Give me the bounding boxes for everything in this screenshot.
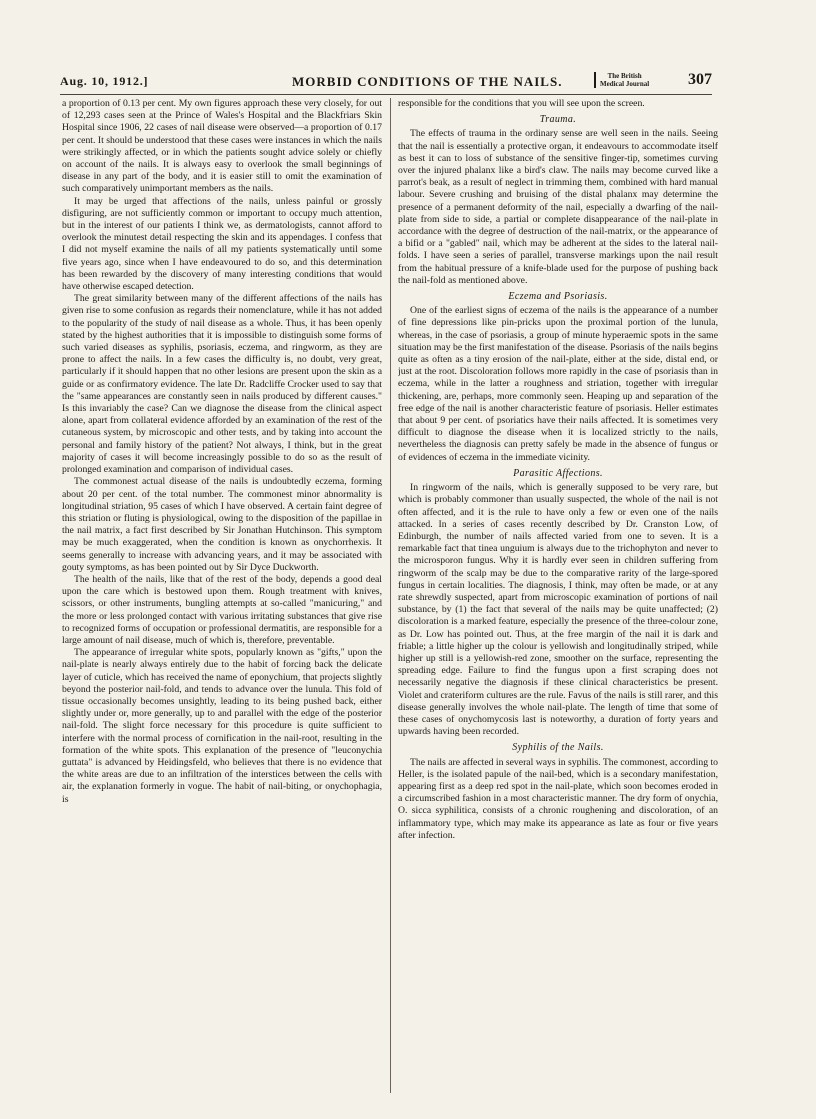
left-column <box>62 98 382 1088</box>
paragraph: The nails are affected in several ways in syphilis. The commonest, according to Heller, is the isolated papule of the nail-bed, which is a secondary manifestation, appearing first as a deep red spot in the nail-plate, which soon becomes eroded in a circumscribed fashion in a most characteristic manner. The dry form of onychia, O. sicca syphilitica, consists of a chronic roughening and discoloration, of an inflammatory type, which may make its appearance as late as four or five years after infection. <box>398 756 718 841</box>
section-heading-syphilis: Syphilis of the Nails. <box>512 742 604 754</box>
paragraph: It may be urged that affections of the nails, unless painful or grossly disfiguring, are not sufficiently common or important to occupy much attention, but in the interest of our patients I think we, as dermatologists, cannot afford to overlook the minutest detail respecting the skin and its appendages. I confess that I did not myself examine the nails of all my patients systematically until some five years ago, since when I have endeavoured to do so, and this determination has been rewarded by the discovery of many interesting conditions that would have otherwise escaped detection. <box>62 195 382 293</box>
paragraph: a proportion of 0.13 per cent. My own figures approach these very closely, for out of 12,293 cases seen at the Prince of Wales's Hospital and the Blackfriars Skin Hospital since 1906, 22 cases of nail disease were observed—a proportion of 0.17 per cent. It should be understood that these cases were instances in which the nails were strikingly affected, or in which the patients sought advice solely or chiefly on account of the nails. It is always easy to overlook the small beginnings of disease in any part of the body, and it is easier still to omit the examination of such comparatively unimportant members as the nails. <box>62 98 382 195</box>
paragraph: responsible for the conditions that you will see upon the screen. <box>398 98 645 109</box>
paragraph: The appearance of irregular white spots, popularly known as "gifts," upon the nail-plate is nearly always entirely due to the habit of forcing back the delicate layer of cuticle, which has received the name of eponychium, that projects slightly beyond the posterior nail-fold, and tends to advance over the lunula. This fold of tissue occasionally becomes unsightly, leading to its being pushed back, either slightly under or, more generally, up to and parallel with the edge of the posterior nail-fold. The slight force necessary for this procedure is quite sufficient to interfere with the normal process of cornification in the nail-root, resulting in the formation of the white spots. This explanation of the presence of "leuconychia guttata" is advanced by Heidingsfeld, who believes that there is no evidence that the white areas are due to an infiltration of the interstices between the cells with air, the explanation formerly in vogue. The habit of nail-biting, or onychophagia, is <box>62 647 382 805</box>
article-title: MORBID CONDITIONS OF THE NAILS. <box>292 74 563 89</box>
paragraph: The effects of trauma in the ordinary sense are well seen in the nails. Seeing that the nail is essentially a protective organ, it endeavours to accommodate itself as best it can to loss of substance of the sensitive finger-tip, sometimes curving over the injured phalanx like a bird's claw. The nails may become curved like a parrot's beak, as a result of neglect in trimming them, combined with hard manual labour. Severe crushing and bruising of the distal phalanx may determine the presence of a permanent deformity of the nail, especially a dwarfing of the nail-plate from side to side, a partial or complete disappearance of the nail-plate in accordance with the degree of destruction of the nail-matrix, or the appearance of a bifid or a "gabled" nail, which may be adherent at the sides to the lateral nail-folds. I have seen a series of parallel, transverse markings upon the nail result from the habitual pressure of a knife-blade used for the purpose of pushing back the nail-fold as mentioned above. <box>398 128 718 286</box>
paragraph: The health of the nails, like that of the rest of the body, depends a good deal upon the care which is bestowed upon them. Rough treatment with knives, scissors, or other instruments, bungling attempts at so-called "manicuring," and the more or less prolonged contact with various irritating substances that give rise to recognized forms of occupation or professional dermatitis, are responsible for a large amount of nail disease, much of which is, therefore, preventable. <box>62 573 382 646</box>
section-heading-eczema-psoriasis: Eczema and Psoriasis. <box>508 291 608 303</box>
journal-name-line-2: Medical Journal <box>600 80 650 88</box>
section-heading-trauma: Trauma. <box>539 114 577 126</box>
journal-name <box>594 72 649 88</box>
paragraph: The great similarity between many of the different affections of the nails has given rise to some confusion as regards their nomenclature, while it has not added to the popularity of the study of nail disease as a whole. Thus, it has been openly stated by the highest authorities that it is impossible to distinguish some forms of such varied diseases as syphilis, psoriasis, eczema, and ringworm, as they are prone to affect the nails. In a few cases the difficulty is, no doubt, very great, particularly if it should happen that no other lesions are present upon the skin as a guide or as confirmatory evidence. The late Dr. Radcliffe Crocker used to say that the "same appearances are constantly seen in nails produced by different causes." Is this invariably the case? Can we diagnose the disease from the clinical aspect alone, apart from collateral evidence afforded by an examination of the rest of the cutaneous system, by microscopic and other tests, and by taking into account the personal and family history of the patient? Not always, I think, but in the great majority of cases it will become increasingly possible to do so as the result of prolonged examination and comparison of individual cases. <box>62 293 382 476</box>
paragraph: The commonest actual disease of the nails is undoubtedly eczema, forming about 20 per cent. of the total number. The commonest minor abnormality is longitudinal striation, 95 cases of which I have observed. A certain faint degree of this striation or fluting is physiological, owing to the disposition of the papillae in the nail matrix, a fact first described by Sir Jonathan Hutchinson. This symptom may be much exaggerated, when the condition is known as onychorrhexis. It seems generally to increase with advancing years, and it may be associated with gouty symptoms, as has been pointed out by Sir Dyce Duckworth. <box>62 476 382 573</box>
right-column <box>398 98 718 1088</box>
paragraph: In ringworm of the nails, which is generally supposed to be very rare, but which is probably commoner than usually suspected, the whole of the nail is not often affected, and it is the rule to have only a few or even one of the nails attacked. In a series of cases recently described by Dr. Cranston Low, of Edinburgh, the number of nails affected varied from one to seven. It is a remarkable fact that tinea unguium is always due to the trichophyton and never to the microsporon fungus. Why it is hardly ever seen in children suffering from ringworm of the scalp may be due to the comparative rarity of the large-spored fungus in certain localities. The diagnosis, I think, may often be made, or at any rate shrewdly suspected, apart from microscopic examination of portions of nail substance, by (1) the fact that several of the nails may be quite unaffected; (2) discoloration is a marked feature, especially the presence of the three-colour zone, as Dr. Low has pointed out. Thus, at the free margin of the nail it is dark and friable; a little higher up the colour is yellowish and longitudinally striped, while higher up still is a yellowish-red zone, smoother on the surface, representing the spreading edge. Failure to find the fungus upon a first scraping does not necessarily negative the diagnosis if these clinical characteristics be present. Violet and crateriform cultures are the rule. Favus of the nails is still rarer, and this disease generally involves the whole nail-plate. The length of time that some of these cases of onychomycosis last is noteworthy, a duration of forty years and upwards having been recorded. <box>398 482 718 738</box>
paragraph: One of the earliest signs of eczema of the nails is the appearance of a number of fine depressions like pin-pricks upon the proximal portion of the lunula, whereas, in the case of psoriasis, a group of minute hyperaemic spots in the same situation may be the first manifestation of the disease. Psoriasis of the nails begins quite as often as a tiny erosion of the nail-plate, either at the side, distal end, or just at the root. Discoloration follows more rapidly in the case of psoriasis than in eczema, while in the latter a roughness and striation, together with irregular thickening, are, perhaps, more commonly seen. Heaping up and separation of the free edge of the nail is another characteristic feature of psoriasis. Heller estimates that about 9 per cent. of psoriatics have their nails affected. It is sometimes very difficult to diagnose the disease when it is localized strictly to the nails, nevertheless the diagnosis can pretty safely be made in the absence of fungus or of evidences of eczema in the immediate vicinity. <box>398 305 718 463</box>
section-heading-parasitic: Parasitic Affections. <box>513 467 603 479</box>
issue-date: Aug. 10, 1912.] <box>60 74 149 88</box>
header-rule <box>60 94 712 95</box>
journal-name-line-1: The British <box>607 72 642 80</box>
running-header <box>60 71 712 96</box>
column-divider <box>390 98 391 1093</box>
page-number: 307 <box>688 71 712 88</box>
